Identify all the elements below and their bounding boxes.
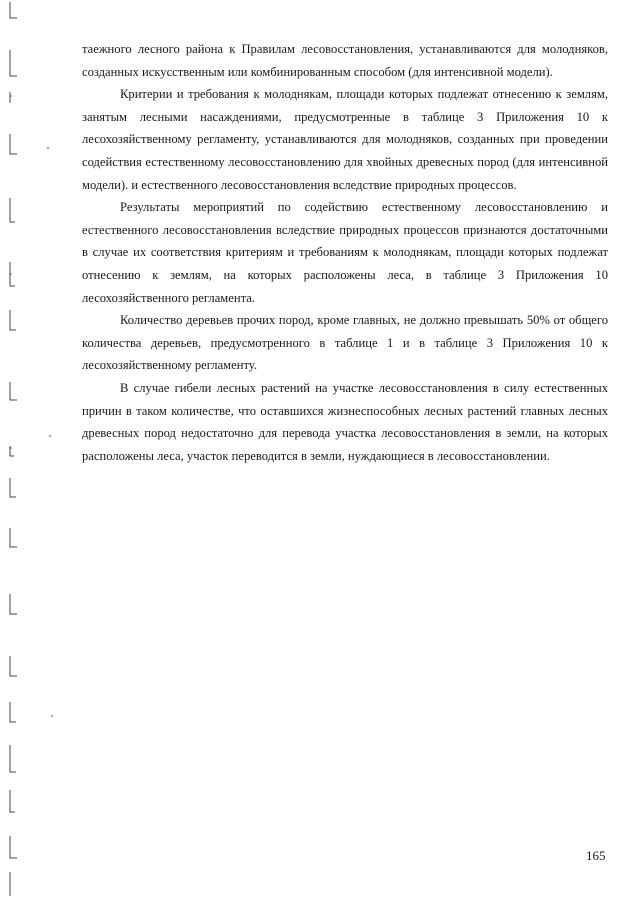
paragraph-3: Результаты мероприятий по содействию естественному лесовосстановлению и естественного лесовосстановления вследствие природных процессов признаются достаточными в случае их соответствия критериям и требованиям к молоднякам, площади которых подлежат отнесению к землям, на которых расположены леса, в таблице 3 Приложения 10 лесохозяйственного регламента. xyxy=(82,200,608,305)
body-text xyxy=(82,38,608,467)
binding-edge-marks xyxy=(0,0,60,905)
paragraph-4: Количество деревьев прочих пород, кроме главных, не должно превышать 50% от общего количества деревьев, предусмотренного в таблице 1 и в таблице 3 Приложения 10 к лесохозяйственному регламенту. xyxy=(82,313,608,373)
paragraph-2: Критерии и требования к молоднякам, площади которых подлежат отнесению к землям, занятым лесными насаждениями, предусмотренные в таблице 3 Приложения 10 к лесохозяйственному регламенту, устанавливаются для молодняков, созданных при проведении содействия естественному лесовосстановлению для хвойных древесных пород (для интенсивной модели). и естественного лесовосстановления вследствие природных процессов. xyxy=(82,87,608,192)
paragraph-1: таежного лесного района к Правилам лесовосстановления, устанавливаются для молодняков, созданных искусственным или комбинированным способом (для интенсивной модели). xyxy=(82,42,608,79)
page-number: 165 xyxy=(586,848,606,863)
paragraph-5: В случае гибели лесных растений на участке лесовосстановления в силу естественных причин в таком количестве, что оставшихся жизнеспособных лесных растений главных лесных древесных пород недостаточно для перевода участка лесовосстановления в земли, на которых расположены леса, участок переводится в земли, нуждающиеся в лесовосстановлении. xyxy=(82,380,608,463)
